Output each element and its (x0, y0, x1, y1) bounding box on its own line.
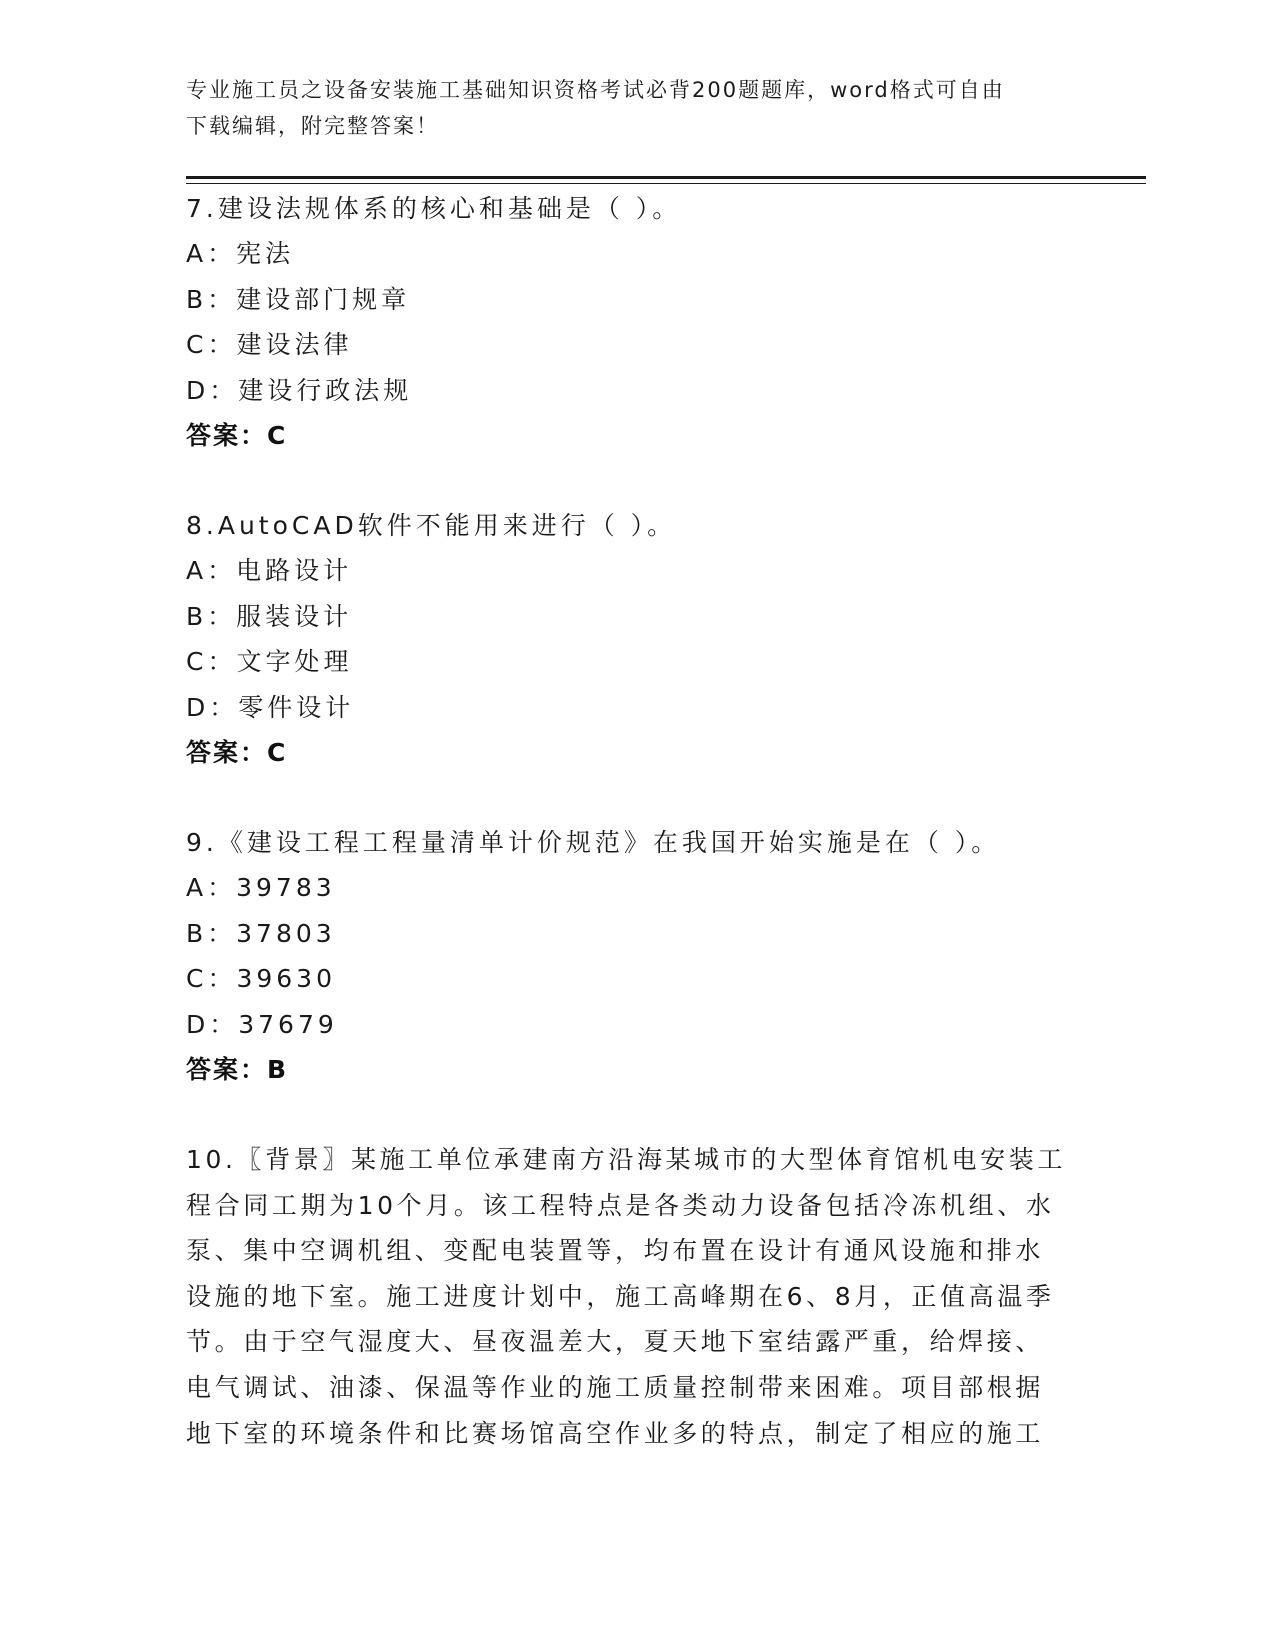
paragraph-line: 程合同工期为10个月。该工程特点是各类动力设备包括冷冻机组、水 (186, 1190, 1055, 1220)
option-b: B：服装设计 (186, 601, 353, 631)
document-body (186, 186, 1086, 1456)
header-divider-thick (186, 176, 1146, 179)
question-7 (186, 186, 1086, 458)
option-d: D：37679 (186, 1009, 338, 1039)
option-a: A：宪法 (186, 239, 295, 268)
spacer (186, 1092, 1086, 1137)
option-d: D：零件设计 (186, 692, 355, 722)
paragraph-line: 节。由于空气湿度大、昼夜温差大，夏天地下室结露严重，给焊接、 (186, 1327, 1045, 1357)
option-b: B：37803 (186, 918, 336, 948)
option-a: A：39783 (186, 873, 336, 902)
spacer (186, 458, 1086, 503)
option-c: C：建设法律 (186, 330, 353, 359)
spacer (186, 775, 1086, 820)
option-d: D：建设行政法规 (186, 375, 413, 405)
answer-line: 答案：B (186, 1055, 289, 1084)
paragraph-line: 10.〖背景〗某施工单位承建南方沿海某城市的大型体育馆机电安装工 (186, 1145, 1066, 1174)
question-9 (186, 820, 1086, 1092)
paragraph-line: 泵、集中空调机组、变配电装置等，均布置在设计有通风设施和排水 (186, 1236, 1045, 1266)
document-header (186, 72, 1066, 144)
paragraph-line: 地下室的环境条件和比赛场馆高空作业多的特点，制定了相应的施工 (186, 1418, 1045, 1448)
paragraph-line: 电气调试、油漆、保温等作业的施工质量控制带来困难。项目部根据 (186, 1372, 1045, 1402)
question-stem: 9.《建设工程工程量清单计价规范》在我国开始实施是在（ ）。 (186, 828, 1001, 857)
question-stem: 8.AutoCAD软件不能用来进行（ ）。 (186, 511, 677, 540)
option-c: C：文字处理 (186, 647, 353, 676)
header-line-1: 专业施工员之设备安装施工基础知识资格考试必背200题题库，word格式可自由 (186, 78, 1005, 102)
question-8 (186, 503, 1086, 775)
question-10 (186, 1137, 1086, 1456)
option-a: A：电路设计 (186, 556, 353, 585)
answer-line: 答案：C (186, 421, 288, 450)
question-stem: 7.建设法规体系的核心和基础是（ ）。 (186, 194, 682, 223)
paragraph-line: 设施的地下室。施工进度计划中，施工高峰期在6、8月，正值高温季 (186, 1281, 1055, 1311)
option-c: C：39630 (186, 964, 336, 993)
answer-line: 答案：C (186, 738, 288, 767)
header-line-2: 下载编辑，附完整答案！ (186, 114, 439, 138)
option-b: B：建设部门规章 (186, 284, 411, 314)
header-divider-thin (186, 183, 1146, 184)
